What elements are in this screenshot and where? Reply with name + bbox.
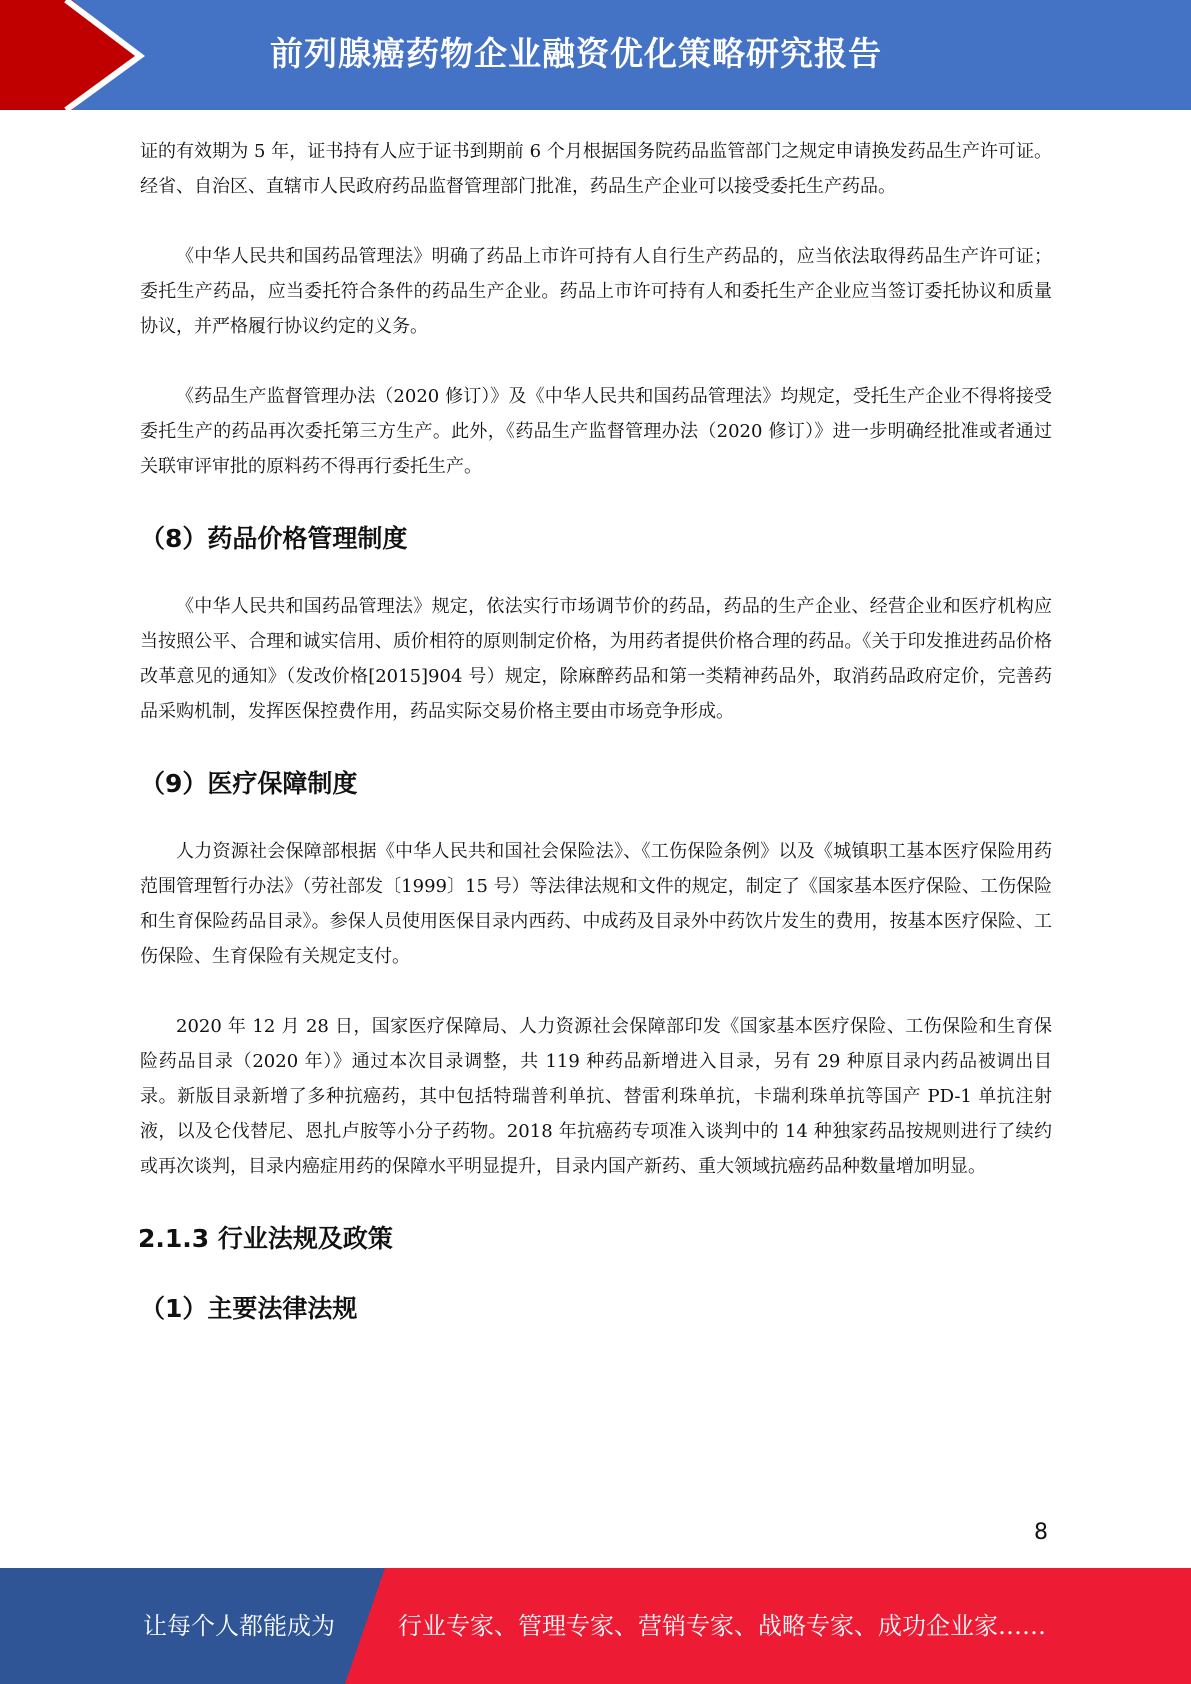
paragraph: 证的有效期为 5 年，证书持有人应于证书到期前 6 个月根据国务院药品监管部门之规定申请换发药品生产许可证。经省、自治区、直辖市人民政府药品监督管理部门批准，药品生产企业可以接受委托生产药品。 <box>140 141 1052 197</box>
paragraph: 2020 年 12 月 28 日，国家医疗保障局、人力资源社会保障部印发《国家基本医疗保险、工伤保险和生育保险药品目录（2020 年）》通过本次目录调整，共 119 种药品新增进入目录，另有 29 种原目录内药品被调出目录。新版目录新增了多种抗癌药，其中包括特瑞普利单抗、替雷利珠单抗，卡瑞利珠单抗等国产 PD-1 单抗注射液，以及仑伐替尼、恩扎卢胺等小分子药物。2018 年抗癌药专项准入谈判中的 14 种独家药品按规则进行了续约或再次谈判，目录内癌症用药的保障水平明显提升，目录内国产新药、重大领域抗癌药品种数量增加明显。 <box>140 1016 1052 1177</box>
section-heading: （8）药品价格管理制度 <box>140 524 408 553</box>
paragraph: 《药品生产监督管理办法（2020 修订）》及《中华人民共和国药品管理法》均规定，受托生产企业不得将接受委托生产的药品再次委托第三方生产。此外，《药品生产监督管理办法（2020 修订）》进一步明确经批准或者通过关联审评审批的原料药不得再行委托生产。 <box>140 386 1052 477</box>
report-title: 前列腺癌药物企业融资优化策略研究报告 <box>270 34 882 73</box>
page-header <box>0 0 1191 110</box>
footer-slogan-right: 行业专家、管理专家、营销专家、战略专家、成功企业家…… <box>398 1612 1046 1640</box>
section-heading: 2.1.3 行业法规及政策 <box>138 1224 393 1253</box>
paragraph: 《中华人民共和国药品管理法》明确了药品上市许可持有人自行生产药品的，应当依法取得药品生产许可证；委托生产药品，应当委托符合条件的药品生产企业。药品上市许可持有人和委托生产企业应当签订委托协议和质量协议，并严格履行协议约定的义务。 <box>140 246 1052 337</box>
page-number: 8 <box>1034 1520 1048 1545</box>
footer-slogan-left: 让每个人都能成为 <box>143 1612 335 1640</box>
chevron-decoration-icon <box>0 0 160 110</box>
page-footer <box>0 1568 1191 1684</box>
paragraph: 人力资源社会保障部根据《中华人民共和国社会保险法》、《工伤保险条例》以及《城镇职工基本医疗保险用药范围管理暂行办法》（劳社部发〔1999〕15 号）等法律法规和文件的规定，制定了《国家基本医疗保险、工伤保险和生育保险药品目录》。参保人员使用医保目录内西药、中成药及目录外中药饮片发生的费用，按基本医疗保险、工伤保险、生育保险有关规定支付。 <box>140 841 1052 967</box>
section-heading: （9）医疗保障制度 <box>140 769 358 798</box>
section-heading: （1）主要法律法规 <box>140 1294 358 1323</box>
paragraph: 《中华人民共和国药品管理法》规定，依法实行市场调节价的药品，药品的生产企业、经营企业和医疗机构应当按照公平、合理和诚实信用、质价相符的原则制定价格，为用药者提供价格合理的药品。《关于印发推进药品价格改革意见的通知》（发改价格[2015]904 号）规定，除麻醉药品和第一类精神药品外，取消药品政府定价，完善药品采购机制，发挥医保控费作用，药品实际交易价格主要由市场竞争形成。 <box>140 596 1052 722</box>
document-body <box>140 134 1052 1359</box>
